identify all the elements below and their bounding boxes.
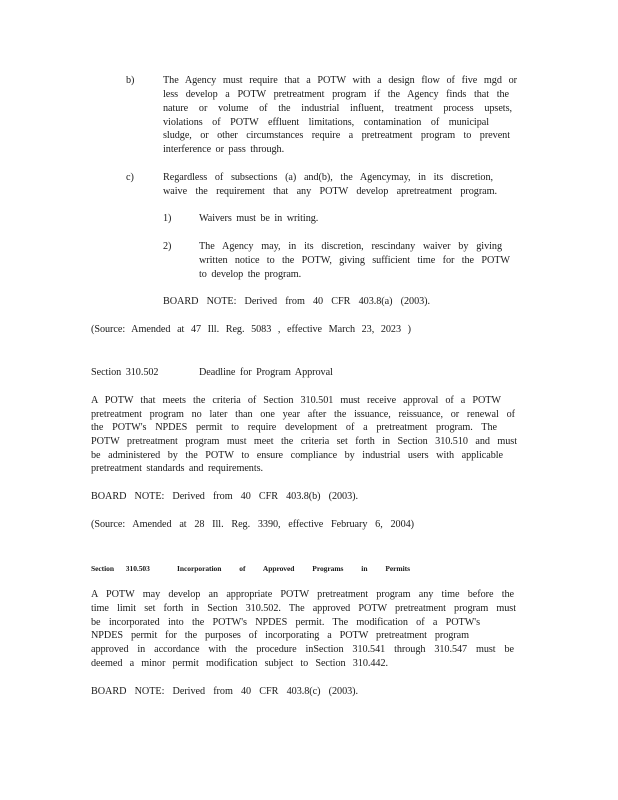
item-b-line-3: nature or volume of the industrial influent, treatment process upsets,	[163, 103, 512, 114]
section-502-number: Section 310.502	[91, 367, 159, 378]
para-502-line-5: be administered by the POTW to ensure compliance by industrial users with applicable	[91, 450, 503, 461]
para-502-line-4: POTW pretreatment program must meet the criteria set forth in Section 310.510 and must	[91, 436, 517, 447]
sub-2-line-1: The Agency may, in its discretion, rescindany waiver by giving	[199, 241, 502, 252]
sub-2-marker: 2)	[163, 241, 172, 252]
para-503-line-2: time limit set forth in Section 310.502. The approved POTW pretreatment program must	[91, 603, 516, 614]
sub-1-marker: 1)	[163, 213, 172, 224]
item-b-marker: b)	[126, 75, 135, 86]
board-note-3: BOARD NOTE: Derived from 40 CFR 403.8(c) (2003).	[91, 686, 358, 697]
item-c-line-1: Regardless of subsections (a) and(b), the Agencymay, in its discretion,	[163, 172, 493, 183]
para-503-line-1: A POTW may develop an appropriate POTW pretreatment program any time before the	[91, 589, 514, 600]
sub-1-text: Waivers must be in writing.	[199, 213, 319, 224]
para-502-line-3: the POTW's NPDES permit to require development of a pretreatment program. The	[91, 422, 497, 433]
para-502-line-2: pretreatment program no later than one year after the issuance, reissuance, or renewal of	[91, 409, 515, 420]
sub-2-line-2: written notice to the POTW, giving sufficient time for the POTW	[199, 255, 510, 266]
sub-2-line-3: to develop the program.	[199, 269, 302, 280]
section-503-number: Section 310.503	[91, 564, 150, 573]
para-502-line-6: pretreatment standards and requirements.	[91, 463, 264, 474]
section-502-title: Deadline for Program Approval	[199, 367, 333, 378]
section-503-title: Incorporation of Approved Programs in Permits	[177, 564, 410, 573]
para-502-line-1: A POTW that meets the criteria of Section 310.501 must receive approval of a POTW	[91, 395, 501, 406]
para-503-line-4: NPDES permit for the purposes of incorporating a POTW pretreatment program	[91, 630, 469, 641]
item-b-line-2: less develop a POTW pretreatment program if the Agency finds that the	[163, 89, 509, 100]
item-b-line-1: The Agency must require that a POTW with a design flow of five mgd or	[163, 75, 517, 86]
board-note-1: BOARD NOTE: Derived from 40 CFR 403.8(a) (2003).	[163, 296, 430, 307]
source-note-1: (Source: Amended at 47 Ill. Reg. 5083 , effective March 23, 2023 )	[91, 324, 411, 335]
para-503-line-5: approved in accordance with the procedure inSection 310.541 through 310.547 must be	[91, 644, 514, 655]
item-c-marker: c)	[126, 172, 134, 183]
item-b-line-4: violations of POTW effluent limitations, contamination of municipal	[163, 117, 489, 128]
item-c-line-2: waive the requirement that any POTW develop apretreatment program.	[163, 186, 497, 197]
para-503-line-6: deemed a minor permit modification subject to Section 310.442.	[91, 658, 388, 669]
source-note-2: (Source: Amended at 28 Ill. Reg. 3390, effective February 6, 2004)	[91, 519, 414, 530]
item-b-line-5: sludge, or other circumstances require a pretreatment program to prevent	[163, 130, 510, 141]
board-note-2: BOARD NOTE: Derived from 40 CFR 403.8(b) (2003).	[91, 491, 358, 502]
para-503-line-3: be incorporated into the POTW's NPDES permit. The modification of a POTW's	[91, 617, 480, 628]
item-b-line-6: interference or pass through.	[163, 144, 285, 155]
